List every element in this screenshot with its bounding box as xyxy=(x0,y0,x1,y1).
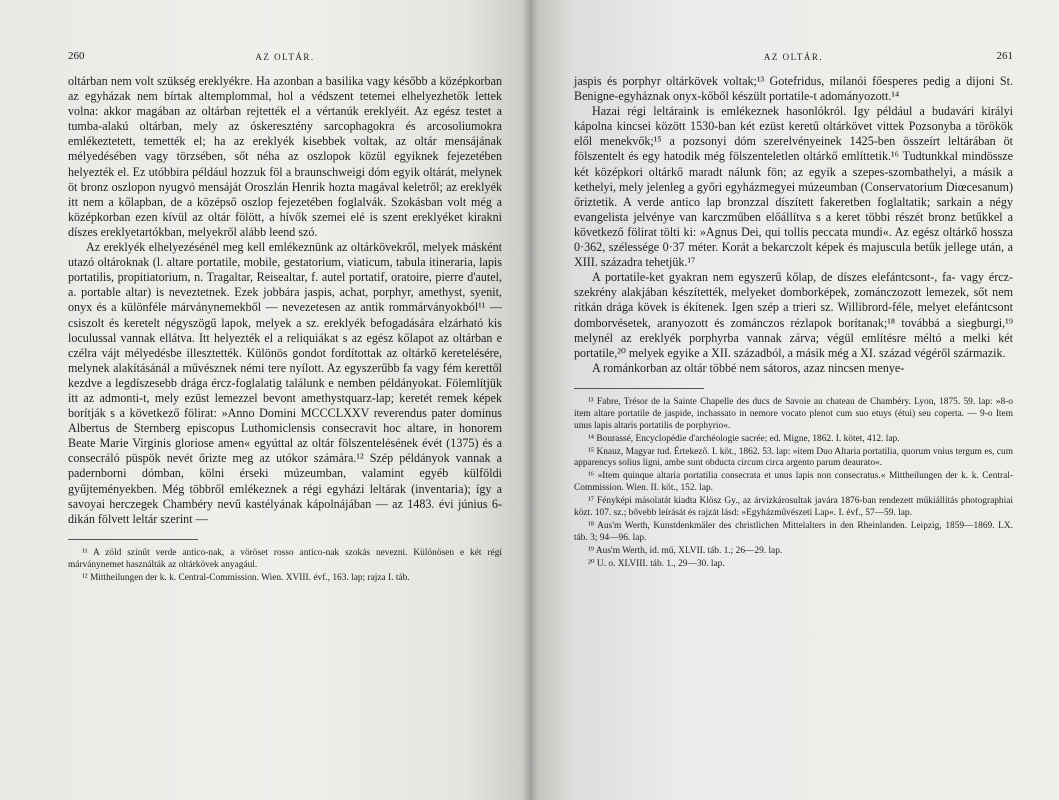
footnote: ¹⁹ Aus'm Werth, id. mű, XLVII. táb. 1.; 26—29. lap. xyxy=(588,545,783,556)
right-page-number: 261 xyxy=(996,50,1013,62)
right-footnotes xyxy=(574,397,1013,571)
paragraph: oltárban nem volt szükség ereklyékre. Ha azonban a basilika vagy később a középkorban az egyházak nem bírtak altemplommal, hol a védszent tetemei elhelyezhetők lettek volna: akkor magában az oltárban rejtették el a vértanúk ereklyéit. Az egész testet a tumba-alakú oltárban, mely az óskeresztény sarcophagokra és arcosoliumokra emlékeztetett, temették el; ha az ereklyék kisebbek voltak, az oltár mensájának mélyedésében vagy törzsében, sőt néha az oszlopok közül egyiknek fejezetében helyezték el. Ez utóbbira például hozzuk föl a braunschweigi dóm egyik oltárát, melynek öt bronz oszlopon nyugvó mensáját Oroszlán Henrik hozta magával keletről; az ereklyék itt nem a kőlapban, de a középső oszlop fejezetében foglalvák. Szokásban volt még a középkorban ezen kívül az oltár fölött, a hívők szemei elé is szent ereklyéket kirakni díszes ereklyetartókban, melyekről alább leend szó. xyxy=(68,74,502,239)
right-running-header xyxy=(574,48,1013,66)
footnote-rule xyxy=(68,539,198,540)
left-body-text xyxy=(68,74,502,527)
left-running-head-title: AZ OLTÁR. xyxy=(255,52,315,62)
paragraph: Hazai régi leltáraink is emlékeznek hasonlókról. Igy például a budavári királyi kápolna kincsei között 1530-ban két ezüst keretű oltárkövet vittek Pozsonyba a törökök elől menekvők;¹⁵ a pozsonyi dóm szerelvényeinek 1425-ben összeírt leltárában öt fölszentelt és egy hatodik még fölszenteletlen oltárkő említtetik.¹⁶ Tudtunkkal mindössze két középkori oltárkő maradt nálunk fön; az egyik a szepes-szombathelyi, a másik a kethelyi, mely jelenleg a győri egyházmegyei múzeumban (Conservatorium Diœcesanum) őriztetik. A verde antico lap bronzzal díszített fakeretben foglaltatik; sarkain a négy evangelista jelvénye van karczműben előállítva s a keret többi részét bronz betűkkel a következő fölirat tölti ki: »Agnus Dei, qui tollis peccata mundi«. Az egész oltárkő hossza 0·362, szélessége 0·37 méter. Korát a bekarczolt képek és majuscula betűk jellege után, a XIII. századra tehetjük.¹⁷ xyxy=(574,104,1013,270)
right-page xyxy=(530,0,1059,800)
paragraph: A portatile-ket gyakran nem egyszerű kőlap, de díszes elefántcsont-, fa- vagy ércz-szekrény alakjában készítették, melyeket domborképek, zománczozott lemezek, sőt nem ritkán drága kövek is ékítenek. Igen szép a trieri sz. Willibrord-féle, melyet elefántcsont domborvésetek, aranyozott és zománczos rézlapok borítanak;¹⁸ továbbá a siegburgi,¹⁹ melynél az ereklyék porphyrba vannak zárva; végül említésre méltó a melki két portatile,²⁰ melyek egyike a XII. századból, a másik még a XI. század végéről származik. xyxy=(574,270,1013,360)
footnote: ¹³ Fabre, Trésor de la Sainte Chapelle des ducs de Savoie au chateau de Chambéry. Lyon, 1875. 59. lap: »8-o item altare portatile de jaspide, inchassato in nemore vocato plenot cum suo etuys (étui) seu coperta. — 9-o Item unus lapis altaris portatilis de porphyrio«. xyxy=(574,396,1013,431)
book-gutter-shadow xyxy=(522,0,538,800)
footnote: ¹² Mittheilungen der k. k. Central-Commission. Wien. XVIII. évf., 163. lap; rajza I. táb. xyxy=(82,572,410,583)
left-running-header xyxy=(68,48,502,66)
paragraph: jaspis és porphyr oltárkövek voltak;¹³ Gotefridus, milanói főesperes pedig a dijoni St. Benigne-egyháznak onyx-kőből készült portatile-t adományozott.¹⁴ xyxy=(574,74,1013,104)
footnote: ¹⁴ Bourassé, Encyclopédie d'archéologie sacrée; ed. Migne, 1862. I. kötet, 412. lap. xyxy=(588,433,900,444)
footnote-rule xyxy=(574,388,704,389)
paragraph: A románkorban az oltár többé nem sátoros, azaz nincsen menye- xyxy=(592,360,905,375)
paragraph: Az ereklyék elhelyezésénél meg kell emlékeznünk az oltárkövekről, melyek másként utazó oltároknak (l. altare portatile, mobile, gestatorium, viaticum, tabula itineraria, lapis portatilis, propitiatorium, n. Tragaltar, Reisealtar, f. autel portatif, oratoire, pierre d'autel, a. portable altar) is neveztetnek. Ezek jobbára jaspis, achat, porphyr, amethyst, syenit, onyx és a különféle márványnemekből — nevezetesen az antik rommárványokból¹¹ — csiszolt és keretelt négyszögű lapok, melyek a sz. ereklyék befogadására elzárható kis loculussal vannak ellátva. Itt helyezték el a reliquiákat s az egész kőlapot az oltárban e czélra vájt mélyedésbe illesztették. Különös gondot fordítottak az oltárkő keretelésére, melynek alakításánál a művésznek némi tere nyílott. Az egyszerűbb fa vagy fém kerettől kezdve a legdíszesebb drága ércz-foglalatig találunk e nemben példányokat. Fölemlítjük itt az admonti-t, mely ezüst lemezzel bevont amethystquarz-lap; keretét remek képek borítják s a következő fölirat: »Anno Domini MCCCLXXV reverendus pater dominus Albertus de Sternberg episcopus Luthomiclensis consecravit hoc altare, in honorem Beate Marie Virginis gloriose amen« egyúttal az oltár fölszentelésének évét (1375) és a consecráló püspök nevét őrizte meg az utókor számára.¹² Szép példányok vannak a padernborni dómban, kölni érseki múzeumban, valamint egyéb külföldi gyűjteményekben. Még többről emlékeznek a régi egyházi leltárak (inventaria); így a savoyai herczegek Chambéry nevű kastélyának kápolnájában — az 1483. évi június 6-dikán fölvett leltár szerint — xyxy=(68,240,502,526)
footnote: ¹⁸ Aus'm Werth, Kunstdenkmäler des christlichen Mittelalters in den Rheinlanden. Leipzig, 1859—1869. LX. táb. 3; 94—96. lap. xyxy=(574,520,1013,543)
right-running-head-title: AZ OLTÁR. xyxy=(763,52,824,62)
footnote: ¹¹ A zöld színűt verde antico-nak, a vöröset rosso antico-nak szokás nevezni. Különösen e két régi márványnemet használták az oltárkövek anyagául. xyxy=(68,547,502,570)
footnote: ¹⁶ »Item quinque altaria portatilia consecrata et unus lapis non consecratus.« Mittheilungen der k. k. Central-Commission. Wien. II. köt., 152. lap. xyxy=(574,471,1013,494)
footnote: ¹⁷ Fényképi másolatát kiadta Klösz Gy., az árvízkárosultak javára 1876-ban rendezett műkiállítás photographiai közt. 107. sz.; bővebb leírását és rajzát lásd: »Egyházművészeti Lap«. I. évf., 57—59. lap. xyxy=(574,496,1013,519)
right-body-text xyxy=(574,74,1013,376)
footnote: ²⁰ U. o. XLVIII. táb. 1., 29—30. lap. xyxy=(588,558,725,569)
footnote: ¹⁵ Knauz, Magyar tud. Értekező. I. köt., 1862. 53. lap: »item Duo Altaria portatilia, quorum vnius tergum es, cum apparencys solius ligni, ambe sunt obducta circum circa argento parum deaurato«. xyxy=(574,446,1013,469)
left-footnotes xyxy=(68,548,502,585)
left-page-number: 260 xyxy=(68,50,85,62)
